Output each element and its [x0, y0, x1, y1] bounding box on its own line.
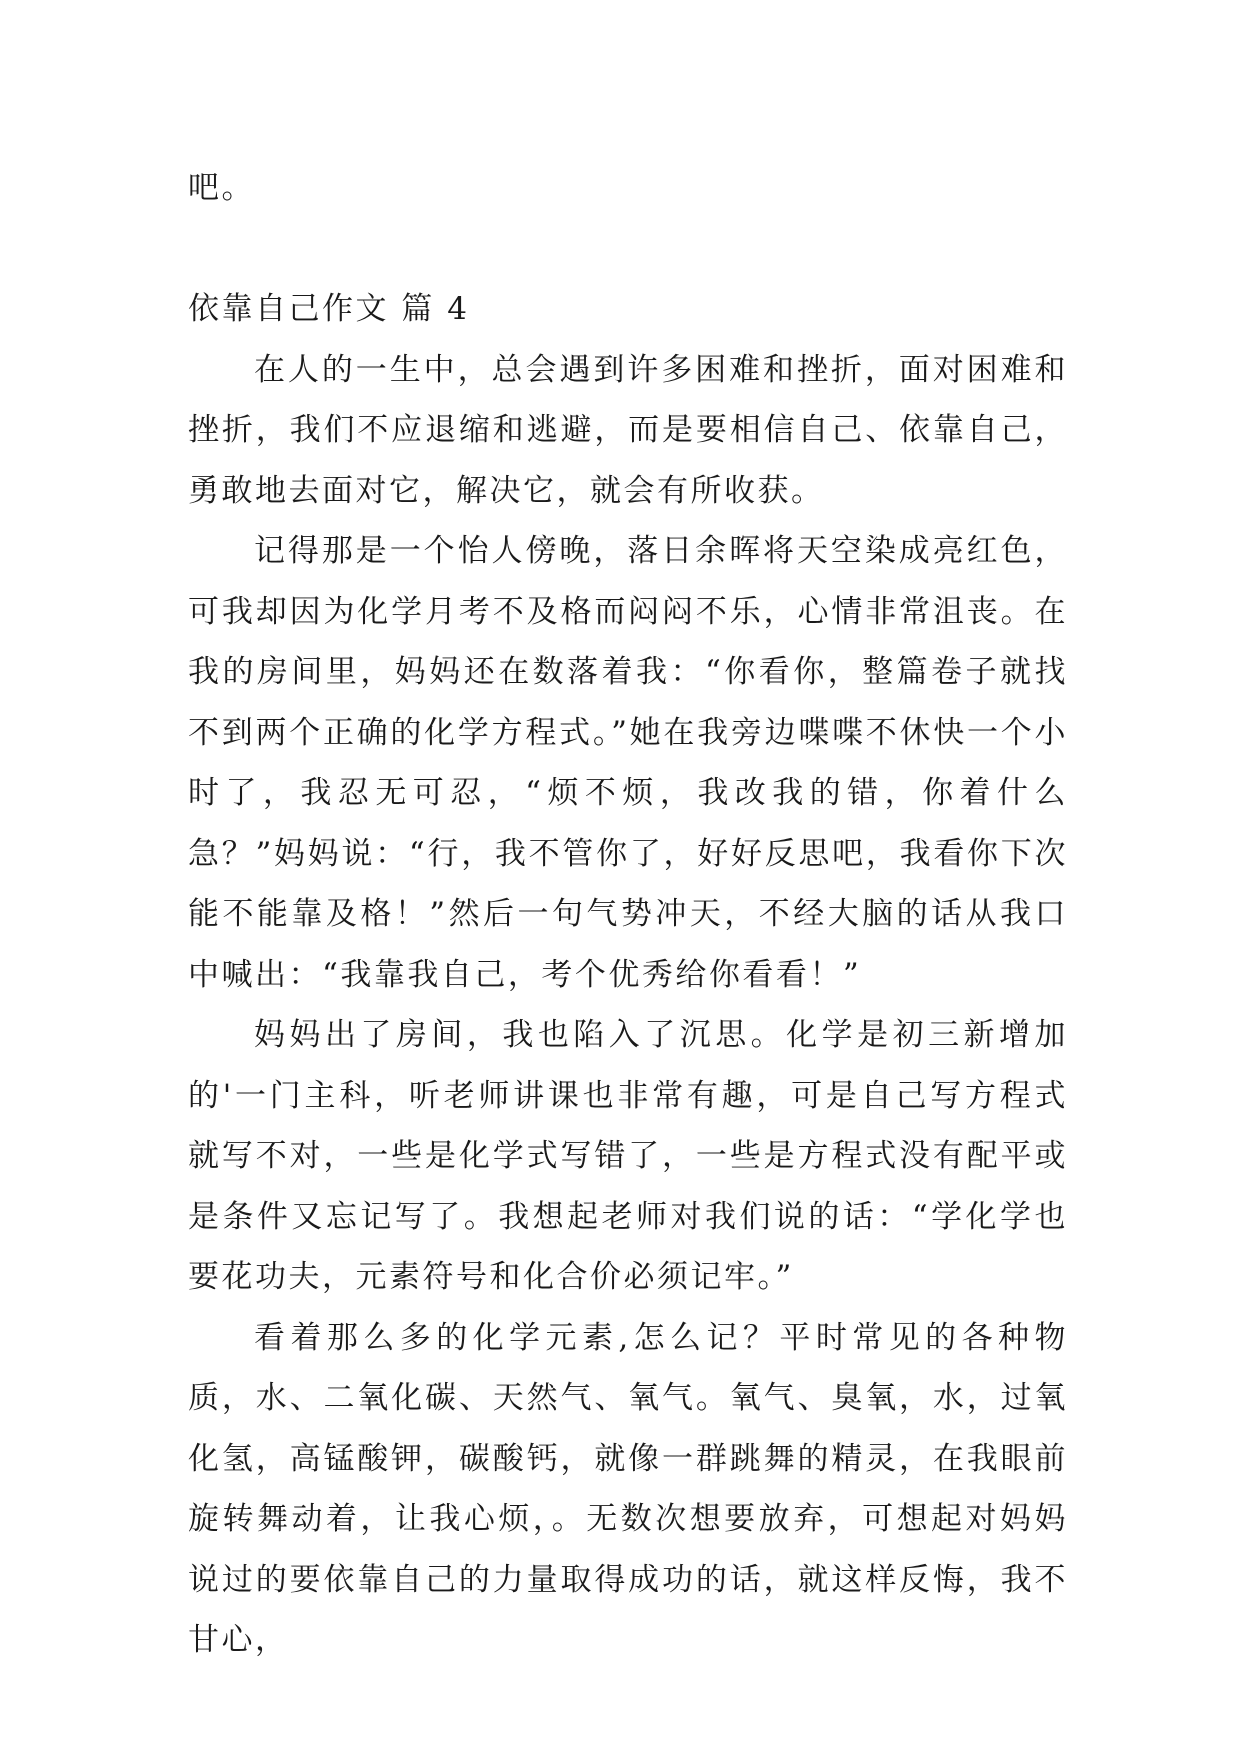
document-body [188, 158, 1068, 1671]
paragraph-2: 记得那是一个怡人傍晚，落日余晖将天空染成亮红色，可我却因为化学月考不及格而闷闷不乐，心情非常沮丧。在我的房间里，妈妈还在数落着我：“你看你，整篇卷子就找不到两个正确的化学方程式。”她在我旁边喋喋不休快一个小时了，我忍无可忍，“烦不烦，我改我的错，你着什么急？”妈妈说：“行，我不管你了，好好反思吧，我看你下次能不能靠及格！”然后一句气势冲天，不经大脑的话从我口中喊出：“我靠我自己，考个优秀给你看看！” [188, 533, 1068, 993]
essay-heading: 依靠自己作文 篇 4 [188, 291, 470, 327]
paragraph-3: 妈妈出了房间，我也陷入了沉思。化学是初三新增加的'一门主科，听老师讲课也非常有趣，可是自己写方程式就写不对，一些是化学式写错了，一些是方程式没有配平或是条件又忘记写了。我想起老师对我们说的话：“学化学也要花功夫，元素符号和化合价必须记牢。” [188, 1017, 1068, 1295]
paragraph-4: 看着那么多的化学元素,怎么记？平时常见的各种物质，水、二氧化碳、天然气、氧气。氧气、臭氧，水，过氧化氢，高锰酸钾，碳酸钙，就像一群跳舞的精灵，在我眼前旋转舞动着，让我心烦，。无数次想要放弃，可想起对妈妈说过的要依靠自己的力量取得成功的话，就这样反悔，我不甘心， [188, 1319, 1068, 1658]
paragraph-1: 在人的一生中，总会遇到许多困难和挫折，面对困难和挫折，我们不应退缩和逃避，而是要相信自己、依靠自己，勇敢地去面对它，解决它，就会有所收获。 [188, 351, 1068, 509]
continued-text-fragment: 吧。 [188, 170, 255, 206]
